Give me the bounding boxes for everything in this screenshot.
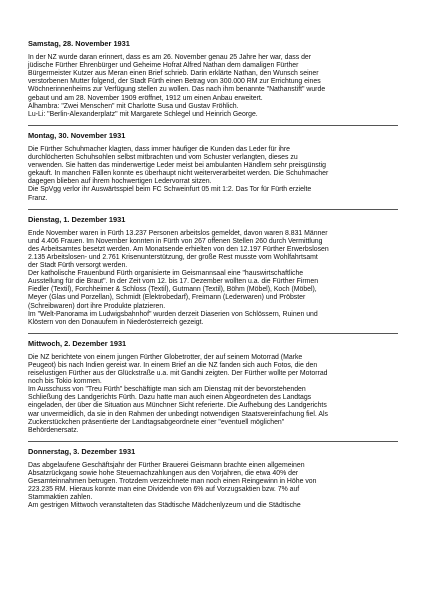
entry-paragraph: Im Ausschuss von "Treu Fürth" beschäftigte man sich am Dienstag mit der bevorstehenden Schließung des Landgerichts Fürth. Dazu hatte man auch einen Abgeordneten des Landtags eingeladen, der über die Situation aus Münchner Sicht referierte. Die Aufhebung des Landgerichts war unvermeidlich, da sie in den Rahmen der unbedingt notwendigen Staatsvereinfachung fiel. Als Zuckerstückchen präsentierte der Landtagsabgeordnete einer "eventuell möglichen" Behördenersatz. — [28, 386, 328, 434]
entry-section — [28, 216, 398, 327]
entry-paragraph: Die NZ berichtete von einem jungen Fürther Globetrotter, der auf seinem Motorrad (Marke Peugeot) bis nach Indien gereist war. In einem Brief an die NZ fanden sich auch Fotos, die den reiselustigen Fürther aus der Glückstraße u.a. mit Gandhi zeigten. Der Fürther wollte per Motorrad noch bis Tokio kommen. — [28, 353, 328, 386]
entry-date-heading: Donnerstag, 3. Dezember 1931 — [28, 446, 136, 456]
document-page — [28, 40, 398, 511]
entry-section — [28, 132, 398, 203]
section-divider — [28, 209, 398, 210]
entry-section — [28, 340, 398, 435]
entry-date-heading: Dienstag, 1. Dezember 1931 — [28, 214, 126, 224]
entry-paragraph: In der NZ wurde daran erinnert, dass es am 26. November genau 25 Jahre her war, dass der jüdische Fürther Ehrenbürger und Geheime Hofrat Alfred Nathan dem damaligen Fürther Bürgermeister Kutzer aus Meran einen Brief schrieb. Darin erklärte Nathan, den Wunsch seiner verstorbenen Mutter folgend, der Stadt Fürth einen Betrag von 300.000 RM zur Errichtung eines Wöchnerinnenheims zur Verfügung stellen zu wollen. Das nach ihm benannte "Nathanstift" wurde gebaut und am 28. November 1909 eröffnet, 1912 um einen Anbau erweitert. — [28, 54, 326, 102]
entry-paragraph: Die SpVgg verlor ihr Auswärtsspiel beim FC Schweinfurt 05 mit 1:2. Das Tor für Fürth erzielte Franz. — [28, 186, 312, 202]
entry-paragraph: Ende November waren in Fürth 13.237 Personen arbeitslos gemeldet, davon waren 8.831 Männer und 4.406 Frauen. Im November konnten in Fürth von 267 offenen Stellen 260 durch Vermittlung des Arbeitsamtes besetzt werden. Am Monatsende erhielten von den 12.197 Fürther Erwerbslosen 2.135 Arbeitslosen- und 2.761 Krisenunterstützung, der große Rest musste vom Wohlfahrtsamt der Stadt Fürth versorgt werden. — [28, 229, 329, 270]
section-divider — [28, 333, 398, 334]
entry-paragraph: Am gestrigen Mittwoch veranstalteten das Städtische Mädchenlyzeum und die Städtische — [28, 502, 301, 510]
entry-date-heading: Mittwoch, 2. Dezember 1931 — [28, 338, 127, 348]
entry-paragraph: Alhambra: "Zwei Menschen" mit Charlotte Susa und Gustav Fröhlich. — [28, 102, 239, 110]
entry-date-heading: Samstag, 28. November 1931 — [28, 39, 130, 48]
entry-paragraph: Lu-Li: "Berlin-Alexanderplatz" mit Margarete Schlegel und Heinrich George. — [28, 110, 258, 118]
entry-section — [28, 448, 398, 511]
entry-paragraph: Im "Welt-Panorama im Ludwigsbahnhof" wurden derzeit Diaserien von Schlössern, Ruinen und Klöstern von den Donauufern in Niederösterreich gezeigt. — [28, 310, 318, 326]
entry-paragraph: Das abgelaufene Geschäftsjahr der Fürther Brauerei Geismann brachte einen allgemeinen Absatzrückgang sowie hohe Steuernachzahlungen aus den Vorjahren, die etwa 40% der Gesamteinnahmen betrugen. Trotzdem verzeichnete man noch einen Reingewinn in Höhe von 223.235 RM. Hieraus konnte man eine Dividende von 6% auf Vorzugsaktien bzw. 7% auf Stammaktien zahlen. — [28, 461, 317, 502]
section-divider — [28, 441, 398, 442]
entry-paragraph: Die Fürther Schuhmacher klagten, dass immer häufiger die Kunden das Leder für ihre durchlöcherten Schuhsohlen selbst mitbrachten und vom Schuster verlangten, dieses zu verwenden. Sie hatten das minderwertige Leder meist bei ambulanten Händlern sehr preisgünstig gekauft. In manchen Fällen konnte es überhaupt nicht weiterverarbeitet werden. Die Schuhmacher dagegen blieben auf ihrem hochwertigen Ledervorrat sitzen. — [28, 145, 329, 186]
entry-date-heading: Montag, 30. November 1931 — [28, 130, 126, 140]
section-divider — [28, 125, 398, 126]
entry-paragraph: Der katholische Frauenbund Fürth organisierte im Geismannsaal eine "hauswirtschaftliche Ausstellung für die Braut". In der Zeit vom 12. bis 17. Dezember wollten u.a. die Fürther Firmen Fiedler (Textil), Forchheimer & Schloss (Textil), Gutmann (Textil), Böhm (Möbel), Koch (Möbel), Meyer (Glas und Porzellan), Schmidt (Elektrobedarf), Freimann (Lederwaren) und Pröbster (Schreibwaren) dort ihre Produkte platzieren. — [28, 270, 319, 310]
entry-section — [28, 40, 398, 119]
